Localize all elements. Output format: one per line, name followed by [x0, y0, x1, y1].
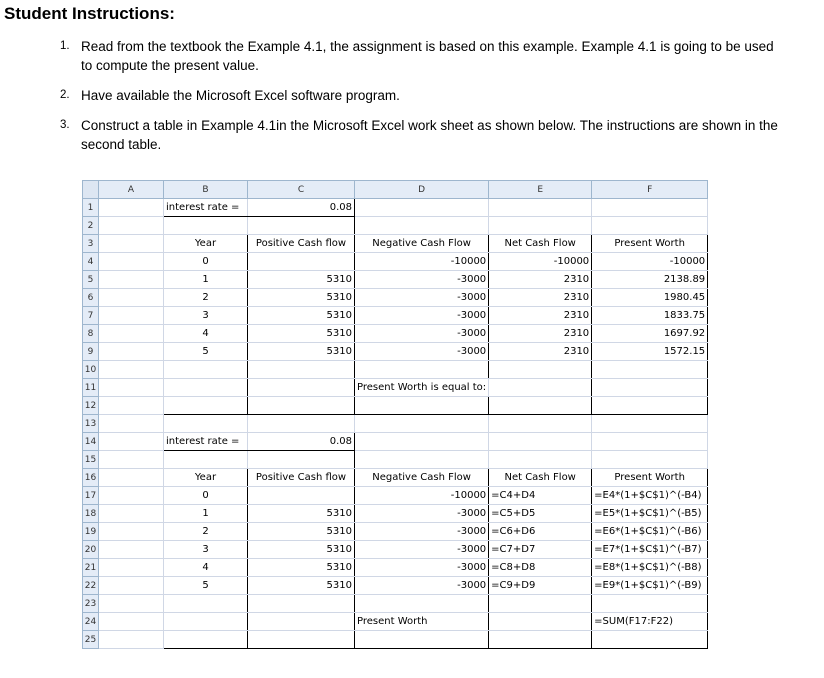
- positive-cash-cell[interactable]: 5310: [248, 289, 355, 307]
- data-row: [83, 559, 708, 577]
- column-header-row: [83, 181, 708, 199]
- cell[interactable]: [248, 361, 355, 379]
- year-cell[interactable]: 1: [164, 505, 248, 523]
- sheet-row: [83, 397, 708, 415]
- cell[interactable]: [164, 451, 248, 469]
- instruction-number: 1.: [60, 40, 70, 52]
- positive-cash-cell[interactable]: 5310: [248, 307, 355, 325]
- cell[interactable]: [592, 361, 708, 379]
- year-cell[interactable]: 4: [164, 559, 248, 577]
- sheet-row: [83, 631, 708, 649]
- data-row: [83, 307, 708, 325]
- cell[interactable]: [99, 253, 164, 271]
- cell[interactable]: [489, 199, 592, 217]
- cell[interactable]: [592, 199, 708, 217]
- present-worth-formula[interactable]: =E6*(1+$C$1)^(-B6): [592, 523, 708, 541]
- cell[interactable]: [355, 415, 489, 433]
- row-header[interactable]: 5: [83, 271, 99, 289]
- excel-worksheet: [82, 180, 708, 649]
- cell[interactable]: [248, 631, 355, 649]
- data-row: [83, 289, 708, 307]
- cell[interactable]: [355, 199, 489, 217]
- net-cash-formula[interactable]: =C9+D9: [489, 577, 592, 595]
- header-net-cash-flow[interactable]: Net Cash Flow: [489, 235, 592, 253]
- net-cash-formula[interactable]: =C7+D7: [489, 541, 592, 559]
- cell[interactable]: [248, 217, 355, 235]
- sheet-row: [83, 433, 708, 451]
- negative-cash-cell[interactable]: -3000: [355, 307, 489, 325]
- header-present-worth[interactable]: Present Worth: [592, 469, 708, 487]
- year-cell[interactable]: 5: [164, 343, 248, 361]
- cell[interactable]: [164, 613, 248, 631]
- cell[interactable]: [248, 595, 355, 613]
- cell[interactable]: [248, 379, 355, 397]
- present-worth-formula[interactable]: =E8*(1+$C$1)^(-B8): [592, 559, 708, 577]
- year-cell[interactable]: 5: [164, 577, 248, 595]
- net-cash-cell[interactable]: 2310: [489, 343, 592, 361]
- cell[interactable]: [99, 487, 164, 505]
- cell[interactable]: [489, 631, 592, 649]
- select-all-corner[interactable]: [83, 181, 99, 199]
- cell[interactable]: [99, 271, 164, 289]
- cell[interactable]: [99, 307, 164, 325]
- header-net-cash-flow[interactable]: Net Cash Flow: [489, 469, 592, 487]
- data-row: [83, 325, 708, 343]
- row-header[interactable]: 17: [83, 487, 99, 505]
- year-cell[interactable]: 0: [164, 253, 248, 271]
- cell[interactable]: [489, 379, 592, 397]
- cell[interactable]: [489, 433, 592, 451]
- sheet-row: [83, 415, 708, 433]
- cell[interactable]: [99, 361, 164, 379]
- data-row: [83, 541, 708, 559]
- row-header[interactable]: 24: [83, 613, 99, 631]
- negative-cash-cell[interactable]: -10000: [355, 253, 489, 271]
- net-cash-cell[interactable]: 2310: [489, 289, 592, 307]
- cell[interactable]: [99, 199, 164, 217]
- year-cell[interactable]: 3: [164, 307, 248, 325]
- cell[interactable]: [99, 505, 164, 523]
- present-worth-label[interactable]: Present Worth: [355, 613, 489, 631]
- column-header-e[interactable]: E: [489, 181, 592, 199]
- cell[interactable]: [164, 595, 248, 613]
- header-year[interactable]: Year: [164, 235, 248, 253]
- cell[interactable]: [248, 415, 355, 433]
- row-header[interactable]: 10: [83, 361, 99, 379]
- positive-cash-cell[interactable]: 5310: [248, 541, 355, 559]
- present-worth-cell[interactable]: -10000: [592, 253, 708, 271]
- row-header[interactable]: 6: [83, 289, 99, 307]
- negative-cash-cell[interactable]: -3000: [355, 325, 489, 343]
- year-cell[interactable]: 2: [164, 289, 248, 307]
- cell[interactable]: [355, 595, 489, 613]
- cell[interactable]: [99, 469, 164, 487]
- negative-cash-cell[interactable]: -3000: [355, 271, 489, 289]
- negative-cash-cell[interactable]: -3000: [355, 577, 489, 595]
- present-worth-cell[interactable]: 1697.92: [592, 325, 708, 343]
- row-header[interactable]: 1: [83, 199, 99, 217]
- positive-cash-cell[interactable]: 5310: [248, 343, 355, 361]
- column-header-b[interactable]: B: [164, 181, 248, 199]
- year-cell[interactable]: 2: [164, 523, 248, 541]
- positive-cash-cell[interactable]: 5310: [248, 577, 355, 595]
- interest-rate-value[interactable]: 0.08: [248, 199, 355, 217]
- sheet-row: [83, 469, 708, 487]
- cell[interactable]: [592, 397, 708, 415]
- column-header-f[interactable]: F: [592, 181, 708, 199]
- header-positive-cash-flow[interactable]: Positive Cash flow: [248, 469, 355, 487]
- year-cell[interactable]: 4: [164, 325, 248, 343]
- positive-cash-cell[interactable]: 5310: [248, 325, 355, 343]
- cell[interactable]: [164, 217, 248, 235]
- header-negative-cash-flow[interactable]: Negative Cash Flow: [355, 235, 489, 253]
- row-header[interactable]: 11: [83, 379, 99, 397]
- row-header[interactable]: 19: [83, 523, 99, 541]
- cell[interactable]: [355, 451, 489, 469]
- cell[interactable]: [248, 451, 355, 469]
- row-header[interactable]: 8: [83, 325, 99, 343]
- positive-cash-cell[interactable]: 5310: [248, 559, 355, 577]
- row-header[interactable]: 23: [83, 595, 99, 613]
- cell[interactable]: [99, 217, 164, 235]
- cell[interactable]: [164, 397, 248, 415]
- row-header[interactable]: 4: [83, 253, 99, 271]
- present-worth-formula[interactable]: =E4*(1+$C$1)^(-B4): [592, 487, 708, 505]
- cell[interactable]: [355, 433, 489, 451]
- positive-cash-cell[interactable]: 5310: [248, 271, 355, 289]
- cell[interactable]: [355, 217, 489, 235]
- cell[interactable]: [99, 541, 164, 559]
- cell[interactable]: [489, 613, 592, 631]
- cell[interactable]: [99, 451, 164, 469]
- cell[interactable]: [355, 361, 489, 379]
- instruction-text: Construct a table in Example 4.1in the Microsoft Excel work sheet as shown below. The instructions are shown in the second table.: [81, 118, 778, 152]
- page-heading: Student Instructions:: [4, 4, 175, 23]
- sheet-row: [83, 235, 708, 253]
- cell[interactable]: [355, 631, 489, 649]
- sheet-row: [83, 379, 708, 397]
- negative-cash-cell[interactable]: -3000: [355, 289, 489, 307]
- cell[interactable]: [164, 631, 248, 649]
- cell[interactable]: [99, 577, 164, 595]
- net-cash-cell[interactable]: 2310: [489, 271, 592, 289]
- data-row: [83, 487, 708, 505]
- year-cell[interactable]: 0: [164, 487, 248, 505]
- cell[interactable]: [99, 289, 164, 307]
- cell[interactable]: [592, 631, 708, 649]
- row-header[interactable]: 16: [83, 469, 99, 487]
- row-header[interactable]: 12: [83, 397, 99, 415]
- cell[interactable]: [99, 559, 164, 577]
- cell[interactable]: [592, 415, 708, 433]
- header-positive-cash-flow[interactable]: Positive Cash flow: [248, 235, 355, 253]
- cell[interactable]: [99, 523, 164, 541]
- row-header[interactable]: 7: [83, 307, 99, 325]
- sheet-row: [83, 361, 708, 379]
- positive-cash-cell[interactable]: [248, 253, 355, 271]
- year-cell[interactable]: 1: [164, 271, 248, 289]
- interest-rate-label[interactable]: interest rate =: [164, 199, 248, 217]
- row-header[interactable]: 9: [83, 343, 99, 361]
- cell[interactable]: [99, 415, 164, 433]
- cell[interactable]: [99, 631, 164, 649]
- header-negative-cash-flow[interactable]: Negative Cash Flow: [355, 469, 489, 487]
- row-header[interactable]: 20: [83, 541, 99, 559]
- column-header-d[interactable]: D: [355, 181, 489, 199]
- negative-cash-cell[interactable]: -3000: [355, 523, 489, 541]
- present-worth-formula[interactable]: =E5*(1+$C$1)^(-B5): [592, 505, 708, 523]
- cell[interactable]: [489, 595, 592, 613]
- cell[interactable]: [99, 397, 164, 415]
- header-present-worth[interactable]: Present Worth: [592, 235, 708, 253]
- sheet-row: [83, 451, 708, 469]
- negative-cash-cell[interactable]: -3000: [355, 505, 489, 523]
- negative-cash-cell[interactable]: -3000: [355, 343, 489, 361]
- cell[interactable]: [248, 397, 355, 415]
- present-worth-cell[interactable]: 2138.89: [592, 271, 708, 289]
- instruction-text: Have available the Microsoft Excel software program.: [81, 88, 400, 103]
- cell[interactable]: [99, 433, 164, 451]
- net-cash-cell[interactable]: 2310: [489, 307, 592, 325]
- row-header[interactable]: 2: [83, 217, 99, 235]
- positive-cash-cell[interactable]: 5310: [248, 505, 355, 523]
- interest-rate-value[interactable]: 0.08: [248, 433, 355, 451]
- present-worth-label[interactable]: Present Worth is equal to:: [355, 379, 489, 397]
- negative-cash-cell[interactable]: -10000: [355, 487, 489, 505]
- cell[interactable]: [99, 343, 164, 361]
- data-row: [83, 577, 708, 595]
- interest-rate-label[interactable]: interest rate =: [164, 433, 248, 451]
- row-header[interactable]: 14: [83, 433, 99, 451]
- year-cell[interactable]: 3: [164, 541, 248, 559]
- net-cash-cell[interactable]: -10000: [489, 253, 592, 271]
- sheet-row: [83, 595, 708, 613]
- positive-cash-cell[interactable]: 5310: [248, 523, 355, 541]
- row-header[interactable]: 13: [83, 415, 99, 433]
- data-row: [83, 343, 708, 361]
- present-worth-cell[interactable]: 1833.75: [592, 307, 708, 325]
- cell[interactable]: [489, 451, 592, 469]
- positive-cash-cell[interactable]: [248, 487, 355, 505]
- present-worth-cell[interactable]: 1980.45: [592, 289, 708, 307]
- data-row: [83, 253, 708, 271]
- net-cash-cell[interactable]: 2310: [489, 325, 592, 343]
- present-worth-cell[interactable]: 1572.15: [592, 343, 708, 361]
- data-row: [83, 271, 708, 289]
- cell[interactable]: [164, 379, 248, 397]
- negative-cash-cell[interactable]: -3000: [355, 541, 489, 559]
- cell[interactable]: [592, 433, 708, 451]
- cell[interactable]: [99, 595, 164, 613]
- cell[interactable]: [99, 379, 164, 397]
- cell[interactable]: [99, 613, 164, 631]
- cell[interactable]: [164, 361, 248, 379]
- sheet-row: [83, 199, 708, 217]
- row-header[interactable]: 18: [83, 505, 99, 523]
- net-cash-formula[interactable]: =C8+D8: [489, 559, 592, 577]
- cell[interactable]: [489, 415, 592, 433]
- data-row: [83, 523, 708, 541]
- row-header[interactable]: 3: [83, 235, 99, 253]
- instruction-text: Read from the textbook the Example 4.1, the assignment is based on this example. Example 4.1 is going to be used to compute the present value.: [81, 39, 774, 73]
- present-worth-formula[interactable]: =E7*(1+$C$1)^(-B7): [592, 541, 708, 559]
- row-header[interactable]: 21: [83, 559, 99, 577]
- cell[interactable]: [592, 451, 708, 469]
- data-row: [83, 505, 708, 523]
- column-header-a[interactable]: A: [99, 181, 164, 199]
- cell[interactable]: [355, 397, 489, 415]
- cell[interactable]: [99, 235, 164, 253]
- sheet-row: [83, 613, 708, 631]
- present-worth-formula[interactable]: =E9*(1+$C$1)^(-B9): [592, 577, 708, 595]
- row-header[interactable]: 25: [83, 631, 99, 649]
- cell[interactable]: [164, 415, 248, 433]
- net-cash-formula[interactable]: =C4+D4: [489, 487, 592, 505]
- instruction-number: 2.: [60, 89, 70, 101]
- cell[interactable]: [592, 217, 708, 235]
- row-header[interactable]: 22: [83, 577, 99, 595]
- cell[interactable]: [592, 379, 708, 397]
- cell[interactable]: [489, 397, 592, 415]
- cell[interactable]: [592, 595, 708, 613]
- sheet-row: [83, 217, 708, 235]
- row-header[interactable]: 15: [83, 451, 99, 469]
- present-worth-sum-formula[interactable]: =SUM(F17:F22): [592, 613, 708, 631]
- net-cash-formula[interactable]: =C5+D5: [489, 505, 592, 523]
- negative-cash-cell[interactable]: -3000: [355, 559, 489, 577]
- instruction-number: 3.: [60, 119, 70, 131]
- column-header-c[interactable]: C: [248, 181, 355, 199]
- cell[interactable]: [489, 361, 592, 379]
- cell[interactable]: [248, 613, 355, 631]
- cell[interactable]: [99, 325, 164, 343]
- net-cash-formula[interactable]: =C6+D6: [489, 523, 592, 541]
- header-year[interactable]: Year: [164, 469, 248, 487]
- cell[interactable]: [489, 217, 592, 235]
